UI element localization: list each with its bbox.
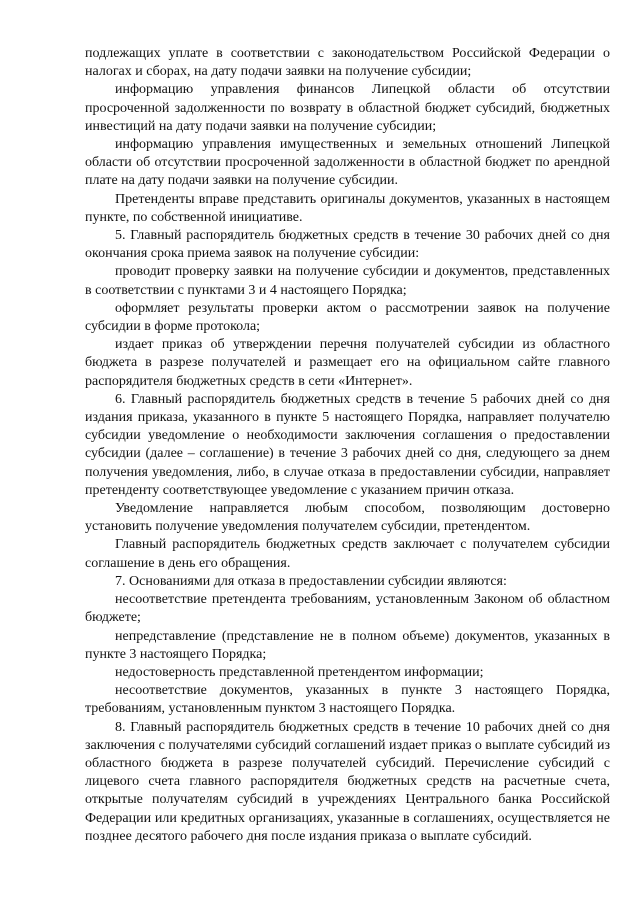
paragraph-notification-method: Уведомление направляется любым способом, позволяющим достоверно установить получение уведомления получателем субсидии, претендентом. [85,501,610,535]
paragraph-clause-5-review: проводит проверку заявки на получение субсидии и документов, представленных в соответствии с пунктами 3 и 4 настоящего Порядка; [85,264,610,298]
paragraph-property-department-info: информацию управления имущественных и земельных отношений Липецкой области об отсутствии просроченной задолженности в областной бюджет по арендной плате на дату подачи заявки на получение субсидии. [85,137,610,189]
paragraph-clause-8: 8. Главный распорядитель бюджетных средств в течение 10 рабочих дней со дня заключения с получателями субсидий соглашений издает приказ о выплате субсидий из областного бюджета в разрезе получателей субсидий. Перечисление субсидий с лицевого счета главного распорядителя бюджетных средств на расчетные счета, открытые получателям субсидий в учреждениях Центрального банка Российской Федерации или кредитных организациях, указанные в соглашениях, осуществляется не позднее десятого рабочего дня после издания приказа о выплате субсидий. [85,719,610,844]
paragraph-clause-7-document-mismatch: несоответствие документов, указанных в пункте 3 настоящего Порядка, требованиям, установленным пунктом 3 настоящего Порядка. [85,683,610,717]
paragraph-finance-department-info: информацию управления финансов Липецкой области об отсутствии просроченной задолженности по возврату в областной бюджет субсидий, бюджетных инвестиций на дату подачи заявки на получение субсидии; [85,82,610,134]
paragraph-clause-5: 5. Главный распорядитель бюджетных средств в течение 30 рабочих дней со дня окончания срока приема заявок на получение субсидии: [85,228,610,262]
paragraph-originals-optional: Претенденты вправе представить оригиналы документов, указанных в настоящем пункте, по собственной инициативе. [85,191,610,225]
paragraph-tax-obligations-continuation: подлежащих уплате в соответствии с законодательством Российской Федерации о налогах и сборах, на дату подачи заявки на получение субсидии; [85,46,610,80]
paragraph-clause-5-protocol: оформляет результаты проверки актом о рассмотрении заявок на получение субсидии в форме протокола; [85,300,610,335]
paragraph-agreement-day: Главный распорядитель бюджетных средств заключает с получателем субсидии соглашение в день его обращения. [85,537,610,571]
paragraph-clause-6: 6. Главный распорядитель бюджетных средств в течение 5 рабочих дней со дня издания приказа, указанного в пункте 5 настоящего Порядка, направляет получателю субсидии уведомление о необходимости заключения соглашения о предоставлении субсидии (далее – соглашение) в течение 3 рабочих дней со дня, следующего за днем получения уведомления, либо, в случае отказа в предоставлении субсидии, направляет претенденту соответствующее уведомление с указанием причин отказа. [85,391,610,498]
paragraph-clause-7-false-info: недостоверность представленной претендентом информации; [115,664,484,680]
paragraph-clause-7-missing-documents: непредставление (представление не в полном объеме) документов, указанных в пункте 3 настоящего Порядка; [85,628,610,662]
paragraph-clause-7: 7. Основаниями для отказа в предоставлении субсидии являются: [115,573,507,589]
paragraph-clause-7-requirements: несоответствие претендента требованиям, установленным Законом об областном бюджете; [85,592,610,626]
paragraph-clause-5-order: издает приказ об утверждении перечня получателей субсидии из областного бюджета в разрезе получателей и размещает его на официальном сайте главного распорядителя бюджетных средств в сети «Интернет». [85,337,610,389]
document-body [85,45,610,846]
